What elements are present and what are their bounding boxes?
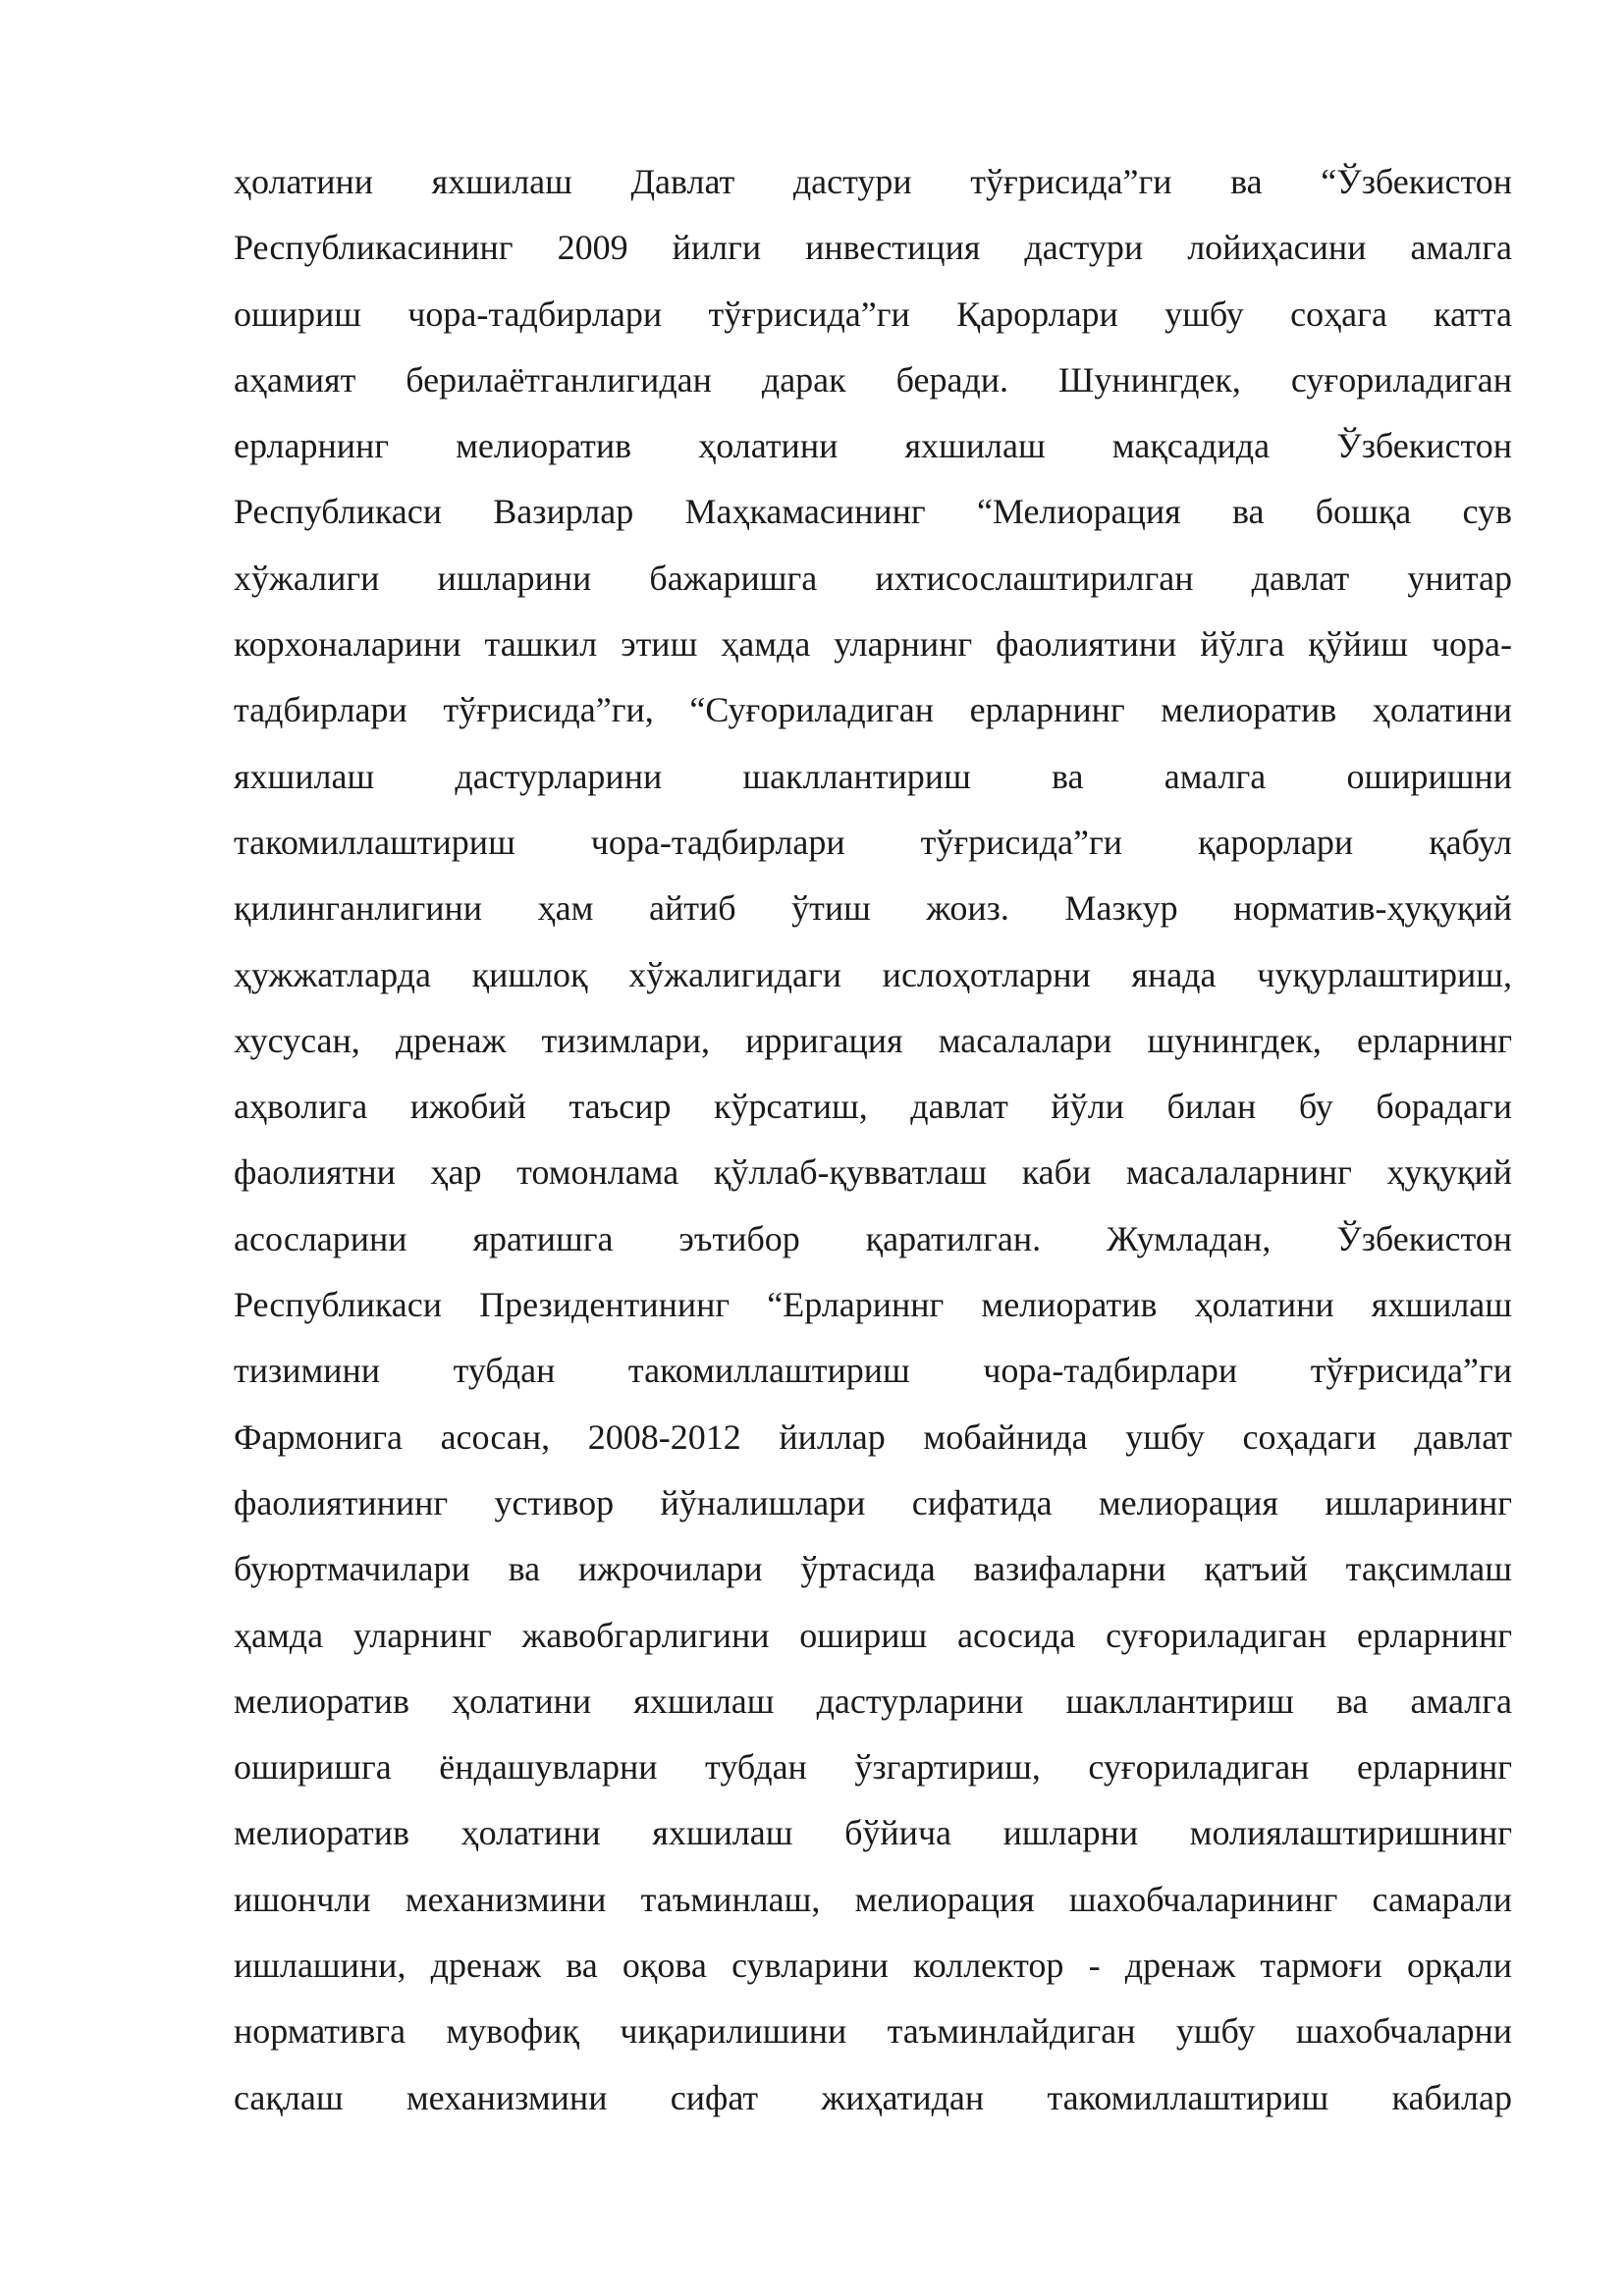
- text-line: асосларини яратишга эътибор қаратилган. Жумладан, Ўзбекистон: [234, 1218, 1512, 1258]
- text-line: хўжалиги ишларини бажаришга ихтисослаштирилган давлат унитар: [234, 558, 1512, 598]
- text-line: ерларнинг мелиоратив ҳолатини яхшилаш мақсадида Ўзбекистон: [234, 426, 1512, 466]
- text-line: фаолиятининг устивор йўналишлари сифатида мелиорация ишларининг: [234, 1482, 1512, 1522]
- text-line: фаолиятни ҳар томонлама қўллаб-қувватлаш каби масалаларнинг ҳуқуқий: [234, 1152, 1512, 1193]
- text-line: сақлаш механизмини сифат жиҳатидан такомиллаштириш кабилар: [234, 2077, 1512, 2117]
- text-line: аҳволига ижобий таъсир кўрсатиш, давлат йўли билан бу борадаги: [234, 1087, 1512, 1127]
- text-line: яхшилаш дастурларини шакллантириш ва амалга оширишни: [234, 756, 1512, 796]
- text-line: ҳужжатларда қишлоқ хўжалигидаги ислоҳотларни янада чуқурлаштириш,: [234, 954, 1512, 994]
- text-line: Фармонига асосан, 2008-2012 йиллар мобайнида ушбу соҳадаги давлат: [234, 1416, 1512, 1457]
- text-line: корхоналарини ташкил этиш ҳамда уларнинг фаолиятини йўлга қўйиш чора-: [234, 624, 1512, 665]
- text-line: Республикасининг 2009 йилги инвестиция дастури лойиҳасини амалга: [234, 228, 1512, 268]
- text-line: буюртмачилари ва ижрочилари ўртасида вазифаларни қатъий тақсимлаш: [234, 1549, 1512, 1589]
- text-line: ошириш чора-тадбирлари тўғрисида”ги Қарорлари ушбу соҳага катта: [234, 294, 1512, 334]
- text-line: ишончли механизмини таъминлаш, мелиорация шахобчаларининг самарали: [234, 1879, 1512, 1919]
- text-line: оширишга ёндашувларни тубдан ўзгартириш, суғориладиган ерларнинг: [234, 1747, 1512, 1788]
- text-line: хусусан, дренаж тизимлари, ирригация масалалари шунингдек, ерларнинг: [234, 1020, 1512, 1060]
- text-line: Республикаси Президентининг “Ерлариннг мелиоратив ҳолатини яхшилаш: [234, 1285, 1512, 1325]
- text-line: ҳамда уларнинг жавобгарлигини ошириш асосида суғориладиган ерларнинг: [234, 1615, 1512, 1655]
- text-line: тадбирлари тўғрисида”ги, “Суғориладиган ерларнинг мелиоратив ҳолатини: [234, 690, 1512, 730]
- text-line: тизимини тубдан такомиллаштириш чора-тадбирлари тўғрисида”ги: [234, 1351, 1512, 1391]
- text-line: ишлашини, дренаж ва оқова сувларини коллектор - дренаж тармоғи орқали: [234, 1946, 1512, 1986]
- text-line: такомиллаштириш чора-тадбирлари тўғрисида”ги қарорлари қабул: [234, 822, 1512, 862]
- body-text: [234, 149, 1512, 2131]
- text-line: қилинганлигини ҳам айтиб ўтиш жоиз. Мазкур норматив-ҳуқуқий: [234, 888, 1512, 929]
- text-line: ҳолатини яхшилаш Давлат дастури тўғрисида”ги ва “Ўзбекистон: [234, 162, 1512, 201]
- text-line: нормативга мувофиқ чиқарилишини таъминлайдиган ушбу шахобчаларни: [234, 2011, 1512, 2052]
- text-line: аҳамият берилаётганлигидан дарак беради. Шунингдек, суғориладиган: [234, 359, 1512, 400]
- text-line: мелиоратив ҳолатини яхшилаш дастурларини шакллантириш ва амалга: [234, 1681, 1512, 1721]
- text-line: мелиоратив ҳолатини яхшилаш бўйича ишларни молиялаштиришнинг: [234, 1813, 1512, 1853]
- text-line: Республикаси Вазирлар Маҳкамасининг “Мелиорация ва бошқа сув: [234, 492, 1512, 532]
